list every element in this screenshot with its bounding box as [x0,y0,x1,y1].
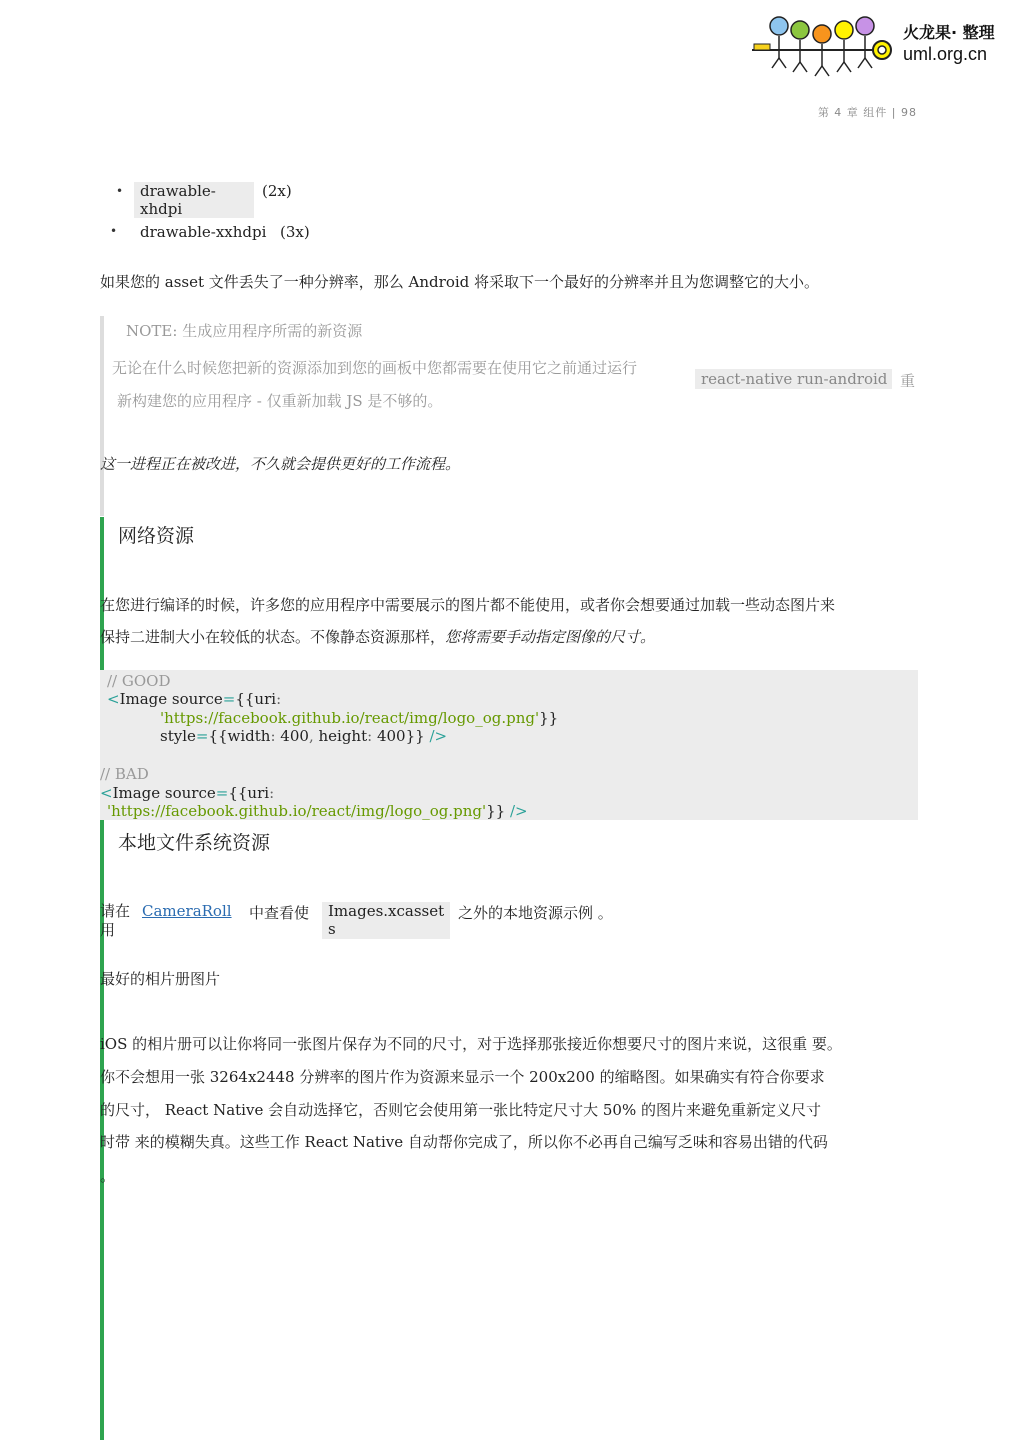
section-heading-photos: 最好的相片册图片 [100,970,221,988]
cameraroll-link[interactable]: CameraRoll [142,902,232,920]
bullet-icon: • [116,184,124,198]
note-title: NOTE: 生成应用程序所需的新资源 [126,322,363,340]
paragraph-photos-line: iOS 的相片册可以让你将同一张图片保存为不同的尺寸，对于选择那张接近你想要尺寸的图片来说，这很重 要。 [100,1035,842,1053]
page-header: 第 4 章 组件 | 98 [817,106,917,119]
code-line: <Image source={{uri: [107,690,282,708]
images-xcassets-code: Images.xcasset s [322,902,450,939]
note-border [100,316,104,516]
section-heading-network: 网络资源 [118,525,195,547]
paragraph-photos-line: 的尺寸， React Native 会自动选择它，否则它会使用第一张比特定尺寸大 50% 的图片来避免重新定义尺寸 [100,1101,821,1119]
code-line: 'https://facebook.github.io/react/img/logo_og.png'}} /> [107,802,528,820]
note-text-line2: 新构建您的应用程序 - 仅重新加载 JS 是不够的。 [117,392,443,410]
section-heading-local: 本地文件系统资源 [118,832,271,854]
list-item-scale: (2x) [262,182,292,200]
code-comment-bad: // BAD [100,765,149,783]
code-line: 'https://facebook.github.io/react/img/logo_og.png'}} [160,709,559,727]
paragraph-photos-line: 时带 来的模糊失真。这些工作 React Native 自动帮你完成了，所以你不必再自己编写乏味和容易出错的代码 [100,1133,828,1151]
local-text-pre: 请在 用 [100,902,131,939]
code-line: style={{width: 400, height: 400}} /> [160,727,448,745]
bullet-icon: • [110,224,118,238]
note-text-suffix: 重 [900,372,916,390]
list-item-scale: (3x) [280,223,310,241]
paragraph-photos-line: 。 [100,1167,116,1185]
list-item-code: drawable-xxhdpi [140,223,267,241]
note-command: react-native run-android [695,369,892,389]
code-line: <Image source={{uri: [100,784,275,802]
paragraph-network-line2: 保持二进制大小在较低的状态。不像静态资源那样，您将需要手动指定图像的尺寸。 [100,628,656,646]
code-comment-good: // GOOD [107,672,171,690]
paragraph-asset: 如果您的 asset 文件丢失了一种分辨率，那么 Android 将采取下一个最好的分辨率并且为您调整它的大小。 [100,273,820,291]
note-text-line1: 无论在什么时候您把新的资源添加到您的画板中您都需要在使用它之前通过运行 [112,359,638,377]
local-text-post: 之外的本地资源示例 。 [458,904,613,922]
list-item-code: drawable- xhdpi [134,182,254,218]
paragraph-photos-line: 你不会想用一张 3264x2448 分辨率的图片作为资源来显示一个 200x200 的缩略图。如果确实有符合你要求 [100,1068,825,1086]
local-text-mid: 中查看使 [249,904,310,922]
paragraph-network-line1: 在您进行编译的时候，许多您的应用程序中需要展示的图片都不能使用，或者你会想要通过加载一些动态图片来 [100,596,836,614]
italic-note: 这一进程正在被改进，不久就会提供更好的工作流程。 [100,455,461,473]
logo-site-text: uml.org.cn [903,44,988,64]
logo-figures [748,12,898,78]
logo-brand-text: 火龙果· 整理 [903,23,995,42]
